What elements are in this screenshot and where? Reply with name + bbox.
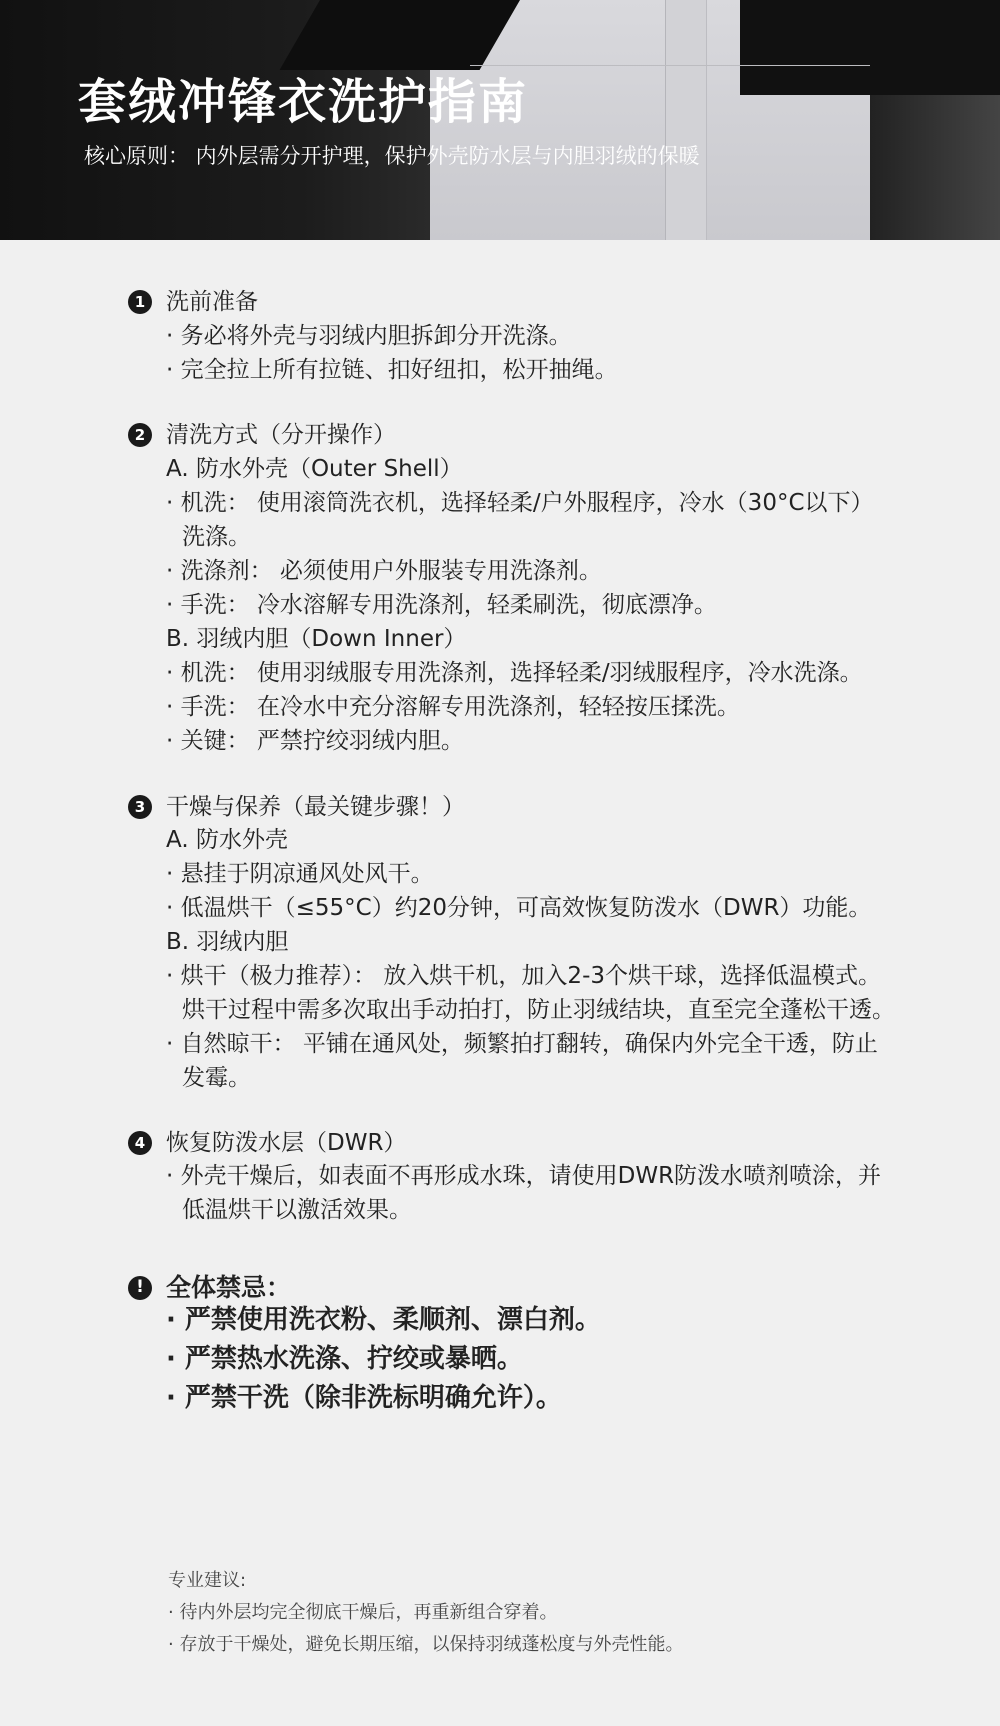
tips-title: 专业建议:: [168, 1570, 247, 1591]
warning-icon: !: [128, 1276, 152, 1300]
number-3-icon: 3: [128, 795, 152, 819]
number-4-icon: 4: [128, 1131, 152, 1155]
number-2-icon: 2: [128, 423, 152, 447]
section-prewash-heading: [128, 290, 258, 314]
warnings-heading: [128, 1275, 291, 1300]
list-item: · 手洗： 冷水溶解专用洗涤剂，轻柔刷洗，彻底漂净。: [166, 592, 717, 618]
warning-item: · 严禁干洗（除非洗标明确允许）。: [166, 1383, 562, 1413]
jacket-photo-collar-right: [740, 0, 1000, 95]
section-title: 恢复防泼水层（DWR）: [166, 1129, 407, 1156]
warning-item: · 严禁热水洗涤、拧绞或暴晒。: [166, 1344, 523, 1374]
list-item-continued: 低温烘干以激活效果。: [182, 1197, 412, 1223]
list-item-continued: 洗涤。: [182, 524, 251, 550]
list-item: · 机洗： 使用滚筒洗衣机，选择轻柔/户外服程序，冷水（30°C以下）: [166, 490, 874, 516]
list-item-continued: 烘干过程中需多次取出手动拍打，防止羽绒结块，直至完全蓬松干透。: [182, 997, 895, 1023]
page-title: 套绒冲锋衣洗护指南: [78, 74, 529, 130]
list-item: · 低温烘干（≤55°C）约20分钟，可高效恢复防泼水（DWR）功能。: [166, 895, 872, 921]
list-item: · 完全拉上所有拉链、扣好纽扣，松开抽绳。: [166, 357, 618, 383]
tip-item: · 待内外层均完全彻底干燥后，再重新组合穿着。: [168, 1602, 558, 1623]
jacket-photo-seam: [470, 65, 870, 66]
list-item: · 自然晾干： 平铺在通风处，频繁拍打翻转，确保内外完全干透，防止: [166, 1031, 878, 1057]
jacket-photo-sleeve: [870, 95, 1000, 240]
section-title: 洗前准备: [166, 288, 258, 315]
list-item: · 烘干（极力推荐）： 放入烘干机，加入2-3个烘干球，选择低温模式。: [166, 963, 881, 989]
sub-heading: B. 羽绒内胆（Down Inner）: [166, 626, 467, 652]
section-title: 清洗方式（分开操作）: [166, 421, 396, 448]
list-item-continued: 发霉。: [182, 1065, 251, 1091]
sub-heading: B. 羽绒内胆: [166, 929, 289, 955]
warning-item: · 严禁使用洗衣粉、柔顺剂、漂白剂。: [166, 1305, 601, 1335]
section-dwr-heading: [128, 1131, 406, 1155]
sub-heading: A. 防水外壳: [166, 827, 288, 853]
list-item: · 机洗： 使用羽绒服专用洗涤剂，选择轻柔/羽绒服程序，冷水洗涤。: [166, 660, 863, 686]
hero-banner: [0, 0, 1000, 240]
section-title: 干燥与保养（最关键步骤！）: [166, 793, 465, 820]
tip-item: · 存放于干燥处，避免长期压缩，以保持羽绒蓬松度与外壳性能。: [168, 1634, 684, 1655]
jacket-photo-placket: [665, 0, 707, 240]
jacket-photo-collar-left: [280, 0, 520, 70]
list-item: · 悬挂于阴凉通风处风干。: [166, 861, 434, 887]
sub-heading: A. 防水外壳（Outer Shell）: [166, 456, 463, 482]
section-drying-heading: [128, 795, 465, 819]
list-item: · 务必将外壳与羽绒内胆拆卸分开洗涤。: [166, 323, 572, 349]
list-item: · 洗涤剂： 必须使用户外服装专用洗涤剂。: [166, 558, 602, 584]
warnings-title: 全体禁忌：: [166, 1273, 292, 1302]
page-subtitle: 核心原则： 内外层需分开护理，保护外壳防水层与内胆羽绒的保暖: [84, 144, 700, 168]
section-washing-heading: [128, 423, 396, 447]
number-1-icon: 1: [128, 290, 152, 314]
list-item: · 手洗： 在冷水中充分溶解专用洗涤剂，轻轻按压揉洗。: [166, 694, 740, 720]
list-item: · 关键： 严禁拧绞羽绒内胆。: [166, 728, 464, 754]
list-item: · 外壳干燥后，如表面不再形成水珠，请使用DWR防泼水喷剂喷涂，并: [166, 1163, 882, 1189]
